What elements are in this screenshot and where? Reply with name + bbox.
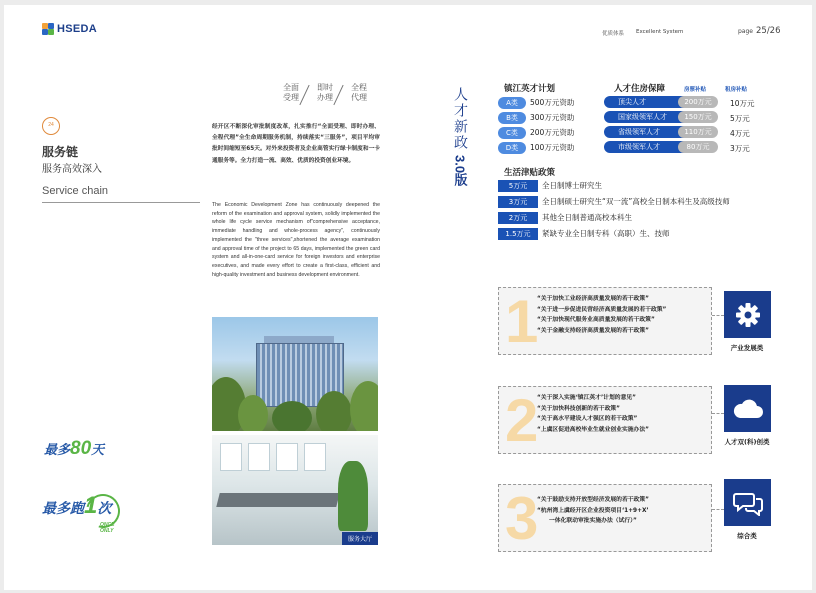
- office-building-photo: [212, 317, 378, 431]
- plan-tag: C类: [498, 127, 526, 139]
- vertical-title-text: 人才新政: [452, 87, 468, 151]
- promo-run-once: [42, 492, 115, 534]
- policy-item: “关于加快现代服务业高质量发展的若干政策”: [537, 317, 655, 324]
- housing-rent: 4万元: [730, 129, 750, 138]
- connector-line: [712, 509, 724, 510]
- policy-label: 产业发展类: [730, 344, 764, 352]
- window: [304, 443, 326, 471]
- hseda-logo: [42, 23, 97, 35]
- plan-tag: D类: [498, 142, 526, 154]
- policy-item: “关于金融支持经济高质量发展的若干政策”: [537, 327, 649, 334]
- slogan-item: 全程代理: [351, 83, 367, 102]
- promo-text: 最多跑: [42, 500, 84, 516]
- housing-buy: 200万元: [678, 96, 718, 108]
- policy-item: 一体化联动审批实施办法（试行）”: [549, 518, 637, 525]
- housing-rent: 3万元: [730, 144, 750, 153]
- promo-number: 80: [70, 438, 92, 459]
- policy-number: 3: [505, 485, 539, 552]
- living-row: [498, 195, 730, 208]
- plan-text: 300万元资助: [530, 113, 575, 122]
- policy-item: “关于高水平建设人才强区的若干政策”: [537, 416, 638, 423]
- window: [220, 443, 242, 471]
- vertical-title: [446, 87, 474, 186]
- plan-row: [498, 141, 574, 154]
- living-text: 全日制博士研究生: [542, 181, 602, 190]
- promo-small-text: ONCE ONLY: [100, 522, 115, 534]
- service-slogan: [280, 81, 390, 107]
- living-row: [498, 211, 632, 224]
- plan-tag: A类: [498, 97, 526, 109]
- tree: [316, 391, 352, 431]
- plant: [338, 461, 368, 531]
- photo-caption: 服务大厅: [342, 532, 378, 545]
- left-page: [4, 5, 408, 590]
- page-label: page: [738, 28, 753, 35]
- section-title-english: Service chain: [42, 185, 109, 197]
- housing-buy: 110万元: [678, 126, 718, 138]
- header-system-en: Excellent System: [636, 29, 684, 35]
- promo-text: 最多: [44, 442, 71, 457]
- policy-card: [498, 287, 712, 355]
- slogan-divider: [299, 85, 309, 105]
- plan-title: 镇江英才计划: [504, 84, 556, 94]
- plan-text: 500万元资助: [530, 98, 575, 107]
- col-head-buy: 房票补贴: [684, 87, 707, 93]
- living-text: 全日制硕士研究生“双一流”高校全日制本科生及高级技师: [542, 197, 730, 206]
- tree: [238, 395, 268, 431]
- living-text: 紧缺专业全日制专科（高职）生、技师: [542, 229, 670, 238]
- plan-row: [498, 126, 574, 139]
- plan-text: 100万元资助: [530, 143, 575, 152]
- policy-item: “上虞区促进高校毕业生就业创业实施办法”: [537, 426, 649, 433]
- page-value: 25/26: [756, 26, 781, 36]
- tree: [350, 381, 378, 431]
- living-amount: 3万元: [498, 196, 538, 208]
- promo-text: 次: [97, 500, 112, 516]
- policy-number: 2: [505, 387, 539, 454]
- housing-tier: 市级领军人才: [604, 141, 698, 153]
- slogan-item: 即时办理: [317, 83, 333, 102]
- plan-text: 200万元资助: [530, 128, 575, 137]
- page-number: [738, 26, 781, 36]
- section-title: 服务链: [42, 145, 79, 159]
- housing-title: 人才住房保障: [614, 84, 666, 94]
- gear-icon: [724, 291, 771, 338]
- policy-item: “杭州湾上虞经开区企业投资项目‘1+9+X’: [537, 507, 649, 514]
- slogan-item: 全面受理: [283, 83, 299, 102]
- housing-rent: 5万元: [730, 114, 750, 123]
- policy-item: “关于深入实施‘镇江英才’计划的意见”: [537, 395, 636, 401]
- policy-item: “关于进一步促进民营经济高质量发展的若干政策”: [537, 306, 667, 313]
- plan-row: [498, 111, 574, 124]
- vertical-title-version: 3.0版: [452, 155, 468, 187]
- policy-item: “关于鼓励支持开放型经济发展的若干政策”: [537, 497, 649, 503]
- chat-icon: [724, 479, 771, 526]
- slogan-divider: [333, 85, 343, 105]
- living-row: [498, 227, 670, 240]
- logo-text: HSEDA: [57, 23, 98, 35]
- section-underline: [42, 202, 200, 203]
- right-page: [408, 5, 812, 590]
- policy-number: 1: [505, 288, 539, 355]
- connector-line: [712, 315, 724, 316]
- tree: [272, 401, 312, 431]
- housing-tier: 国家级领军人才: [604, 111, 698, 123]
- service-counter: [216, 493, 339, 507]
- living-amount: 2万元: [498, 212, 538, 224]
- service-hall-photo: [212, 435, 378, 545]
- cloud-icon: [724, 385, 771, 432]
- section-number-badge: 24: [42, 117, 60, 135]
- housing-tier: 省级领军人才: [604, 126, 698, 138]
- body-text-chinese: 经开区不断深化审批制度改革，扎实推行“全面受理、即时办理、全程代理”全生命周期服务机制，持续落实“三服务”，项目平均审批时间缩短至65天。对外来投资者及企业高管实行绿卡制度和一卡通服务等。全力打造一流、高效、优质的投资创业环境。: [212, 124, 380, 164]
- body-text-english: The Economic Development Zone has continuously deepened the reform of the examination and approval system, solidly implemented the whole life cycle service mechanism of"comprehensive acceptance, immediate handling and whole-process agency", continuously implemented the "three services",shortened the average examination and approval time of the project to 65 days, implemented the green card system and all-in-one-card service for foreign investors and enterprise executives, and made every effort to create a first-class, efficient and high-quality investment and business development environment.: [212, 202, 380, 278]
- plan-tag: B类: [498, 112, 526, 124]
- living-row: [498, 179, 602, 192]
- living-title: 生活津贴政策: [504, 168, 556, 178]
- housing-buy: 80万元: [678, 141, 718, 153]
- housing-buy: 150万元: [678, 111, 718, 123]
- policy-item: “关于加快科技创新的若干政策”: [537, 405, 620, 412]
- promo-max-80-days: [44, 438, 104, 460]
- section-subtitle: 服务高效深入: [42, 164, 102, 175]
- housing-rent: 10万元: [730, 99, 755, 108]
- policy-card: [498, 386, 712, 454]
- window: [248, 443, 270, 471]
- policy-item: “关于加快工业经济高质量发展的若干政策”: [537, 296, 649, 302]
- policy-card: [498, 484, 712, 552]
- promo-number: 1: [84, 492, 98, 519]
- col-head-rent: 租房补贴: [725, 87, 748, 93]
- living-text: 其他全日制普通高校本科生: [542, 213, 632, 222]
- policy-label: 人才双(科)创类: [724, 438, 770, 446]
- housing-tier: 顶尖人才: [604, 96, 698, 108]
- living-amount: 5万元: [498, 180, 538, 192]
- policy-label: 综合类: [737, 532, 757, 540]
- promo-text: 天: [91, 442, 105, 457]
- logo-mark-icon: [42, 23, 54, 35]
- window: [276, 443, 298, 471]
- header-system-cn: 优质体系: [602, 31, 625, 37]
- connector-line: [712, 413, 724, 414]
- living-amount: 1.5万元: [498, 228, 538, 240]
- plan-row: [498, 96, 574, 109]
